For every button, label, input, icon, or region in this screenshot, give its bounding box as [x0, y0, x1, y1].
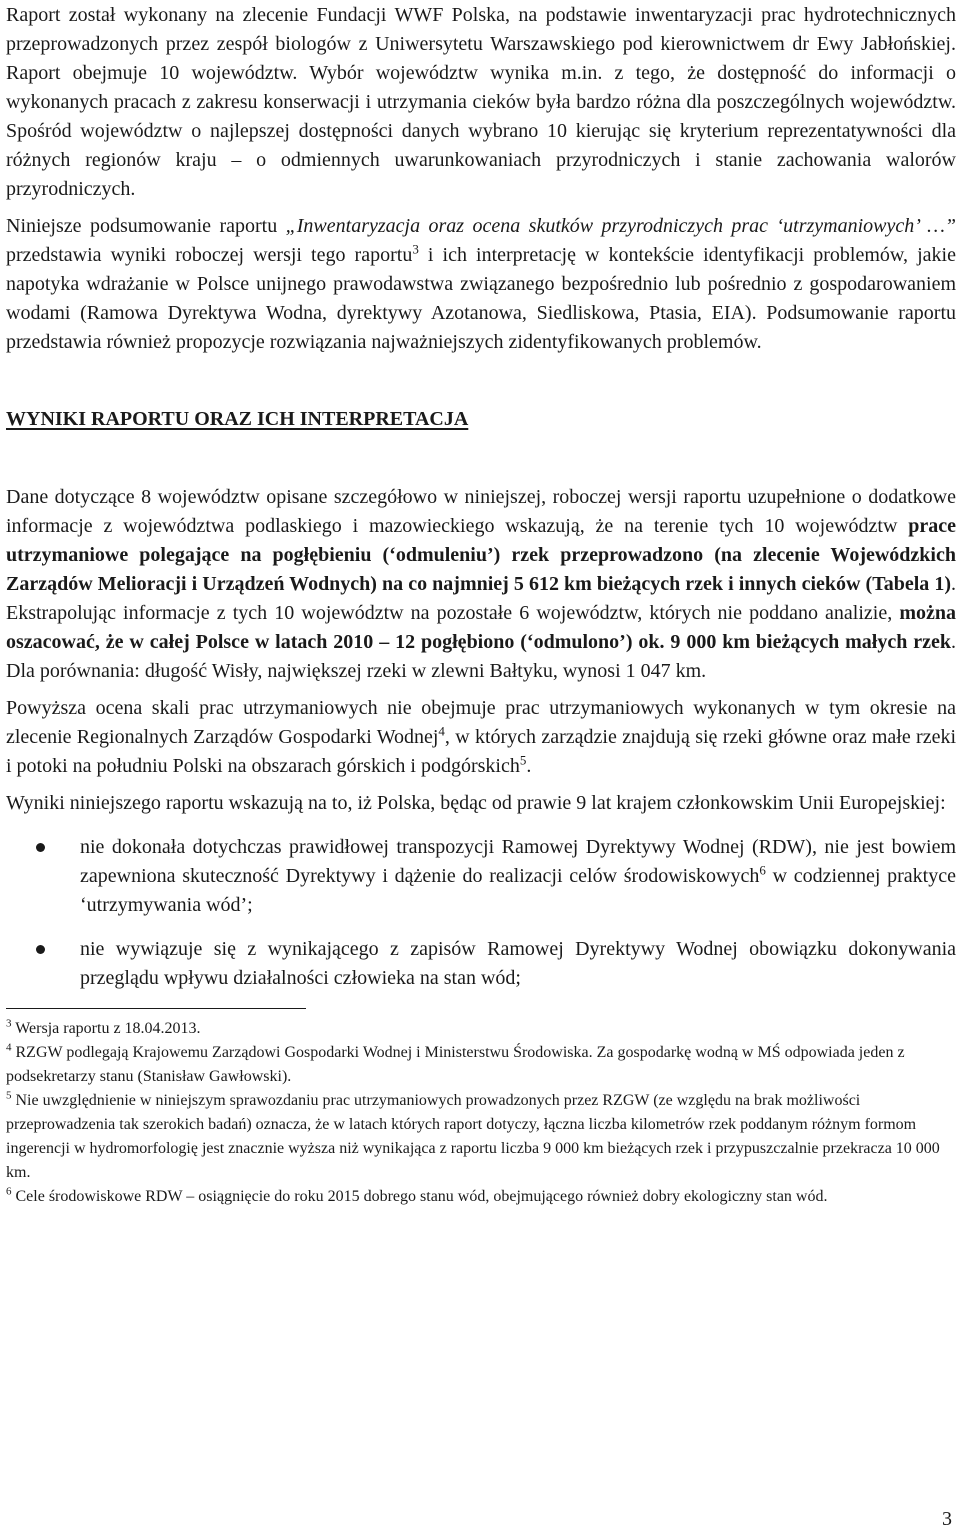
scope-text-b: , w których zarządzie znajdują się rzeki główne oraz małe rzeki i potoki na południu Polski na obszarach górskich i podgórskich	[6, 726, 957, 777]
scope-text-a: Powyższa ocena skali prac utrzymaniowych nie obejmuje prac utrzymaniowych wykonanych w tym okresie na zlecenie Regionalnych Zarządów Gospodarki Wodnej	[6, 697, 956, 748]
report-title-italic: „Inwentaryzacja oraz ocena skutków przyrodniczych prac ‘utrzymaniowych’ …”	[285, 215, 956, 237]
bullet-icon	[36, 843, 45, 852]
list-item-text: nie wywiązuje się z wynikającego z zapisów Ramowej Dyrektywy Wodnej obowiązku dokonywania przeglądu wpływu działalności człowieka na stan wód;	[80, 938, 956, 989]
footnote-6	[6, 1185, 956, 1209]
footnote-number: 3	[6, 1017, 12, 1030]
results-text-a: Dane dotyczące 8 województw opisane szczegółowo w niniejszej, roboczej wersji raportu uzupełnione o dodatkowe informacje z województwa podlaskiego i mazowieckiego wskazują, że na terenie tych 10 województw	[6, 486, 956, 537]
list-item	[6, 833, 956, 920]
summary-text-end: i ich interpretację w kontekście identyfikacji problemów, jakie napotyka wdrażanie w Polsce unijnego prawodawstwa związanego bezpośrednio lub pośrednio z gospodarowaniem wodami (Ramowa Dyrektywa Wodna, dyrektywy Azotanowa, Siedliskowa, Ptasia, EIA). Podsumowanie raportu przedstawia również propozycje rozwiązania najważniejszych zidentyfikowanych problemów.	[6, 244, 956, 353]
footnote-separator	[6, 1008, 306, 1009]
scope-paragraph	[6, 694, 956, 781]
footnote-text: Nie uwzględnienie w niniejszym sprawozdaniu prac utrzymaniowych prowadzonych przez RZGW (ze względu na brak możliwości przeprowadzenia tak szerokich badań) oznacza, że w latach których raport dotyczy, łączna liczba kilometrów rzek poddanym różnym formom ingerencji w hydromorfologię jest znacznie wyższa niż wynikająca z raportu liczba 9 000 km bieżących rzek i przypuszczalnie przekracza 10 000 km.	[6, 1092, 940, 1181]
results-bold-d: można oszacować, że w całej Polsce w latach 2010 – 12 pogłębiono (‘odmulono’) ok. 9 000 km bieżących małych rzek	[6, 602, 956, 653]
footnotes	[6, 1017, 956, 1209]
page-number: 3	[942, 1508, 952, 1530]
footnote-ref-6[interactable]: 6	[759, 862, 766, 878]
summary-text-mid: przedstawia wyniki roboczej wersji tego raportu	[6, 244, 413, 266]
results-bold-b: prace utrzymaniowe polegające na pogłębieniu (‘odmuleniu’) rzek przeprowadzono (na zlecenie Wojewódzkich Zarządów Melioracji i Urządzeń Wodnych) na co najmniej 5 612 km bieżących rzek i innych cieków (Tabela 1)	[6, 515, 956, 595]
bullet-icon	[36, 945, 45, 954]
footnote-number: 5	[6, 1089, 12, 1102]
conclusion-intro-paragraph: Wyniki niniejszego raportu wskazują na to, iż Polska, będąc od prawie 9 lat krajem członkowskim Unii Europejskiej:	[6, 792, 946, 814]
section-heading: WYNIKI RAPORTU ORAZ ICH INTERPRETACJA	[6, 408, 469, 430]
intro-paragraph: Raport został wykonany na zlecenie Fundacji WWF Polska, na podstawie inwentaryzacji prac hydrotechnicznych przeprowadzonych przez zespół biologów z Uniwersytetu Warszawskiego pod kierownictwem dr Ewy Jabłońskiej. Raport obejmuje 10 województw. Wybór województw wynika m.in. z tego, że dostępność do informacji o wykonanych pracach z zakresu konserwacji i utrzymania cieków była bardzo różna dla poszczególnych województw. Spośród województw o najlepszej dostępności danych wybrano 10 kierując się kryterium reprezentatywności dla różnych regionów kraju – o odmiennych uwarunkowaniach przyrodniczych i stanie zachowania walorów przyrodniczych.	[6, 4, 956, 200]
findings-list	[6, 833, 956, 993]
results-text-c: . Ekstrapolując informacje z tych 10 województw na pozostałe 6 województw, których nie poddano analizie,	[6, 573, 956, 624]
footnote-number: 4	[6, 1041, 12, 1054]
footnote-ref-4[interactable]: 4	[438, 723, 445, 739]
document-page	[6, 0, 956, 1209]
list-item-text-end: w codziennej praktyce ‘utrzymywania wód’;	[80, 865, 956, 916]
list-item-text: nie dokonała dotychczas prawidłowej transpozycji Ramowej Dyrektywy Wodnej (RDW), nie jest bowiem zapewniona skuteczność Dyrektywy i dążenie do realizacji celów środowiskowych	[80, 836, 956, 887]
footnote-text: Wersja raportu z 18.04.2013.	[11, 1020, 201, 1037]
footnote-4	[6, 1041, 956, 1089]
footnote-ref-5[interactable]: 5	[519, 752, 527, 768]
summary-text-start: Niniejsze podsumowanie raportu	[6, 215, 286, 237]
results-paragraph	[6, 483, 956, 686]
footnote-3	[6, 1017, 956, 1041]
summary-paragraph	[6, 212, 956, 357]
footnote-number: 6	[6, 1185, 12, 1198]
footnote-text: Cele środowiskowe RDW – osiągnięcie do roku 2015 dobrego stanu wód, obejmującego również dobry ekologiczny stan wód.	[11, 1188, 828, 1205]
footnote-text: RZGW podlegają Krajowemu Zarządowi Gospodarki Wodnej i Ministerstwu Środowiska. Za gospodarkę wodną w MŚ odpowiada jeden z podsekretarzy stanu (Stanisław Gawłowski).	[6, 1044, 905, 1085]
scope-text-c: .	[526, 755, 532, 777]
list-item	[6, 935, 956, 993]
footnote-5	[6, 1089, 956, 1185]
results-text-e: . Dla porównania: długość Wisły, największej rzeki w zlewni Bałtyku, wynosi 1 047 km.	[6, 631, 956, 682]
footnote-ref-3[interactable]: 3	[412, 241, 419, 257]
